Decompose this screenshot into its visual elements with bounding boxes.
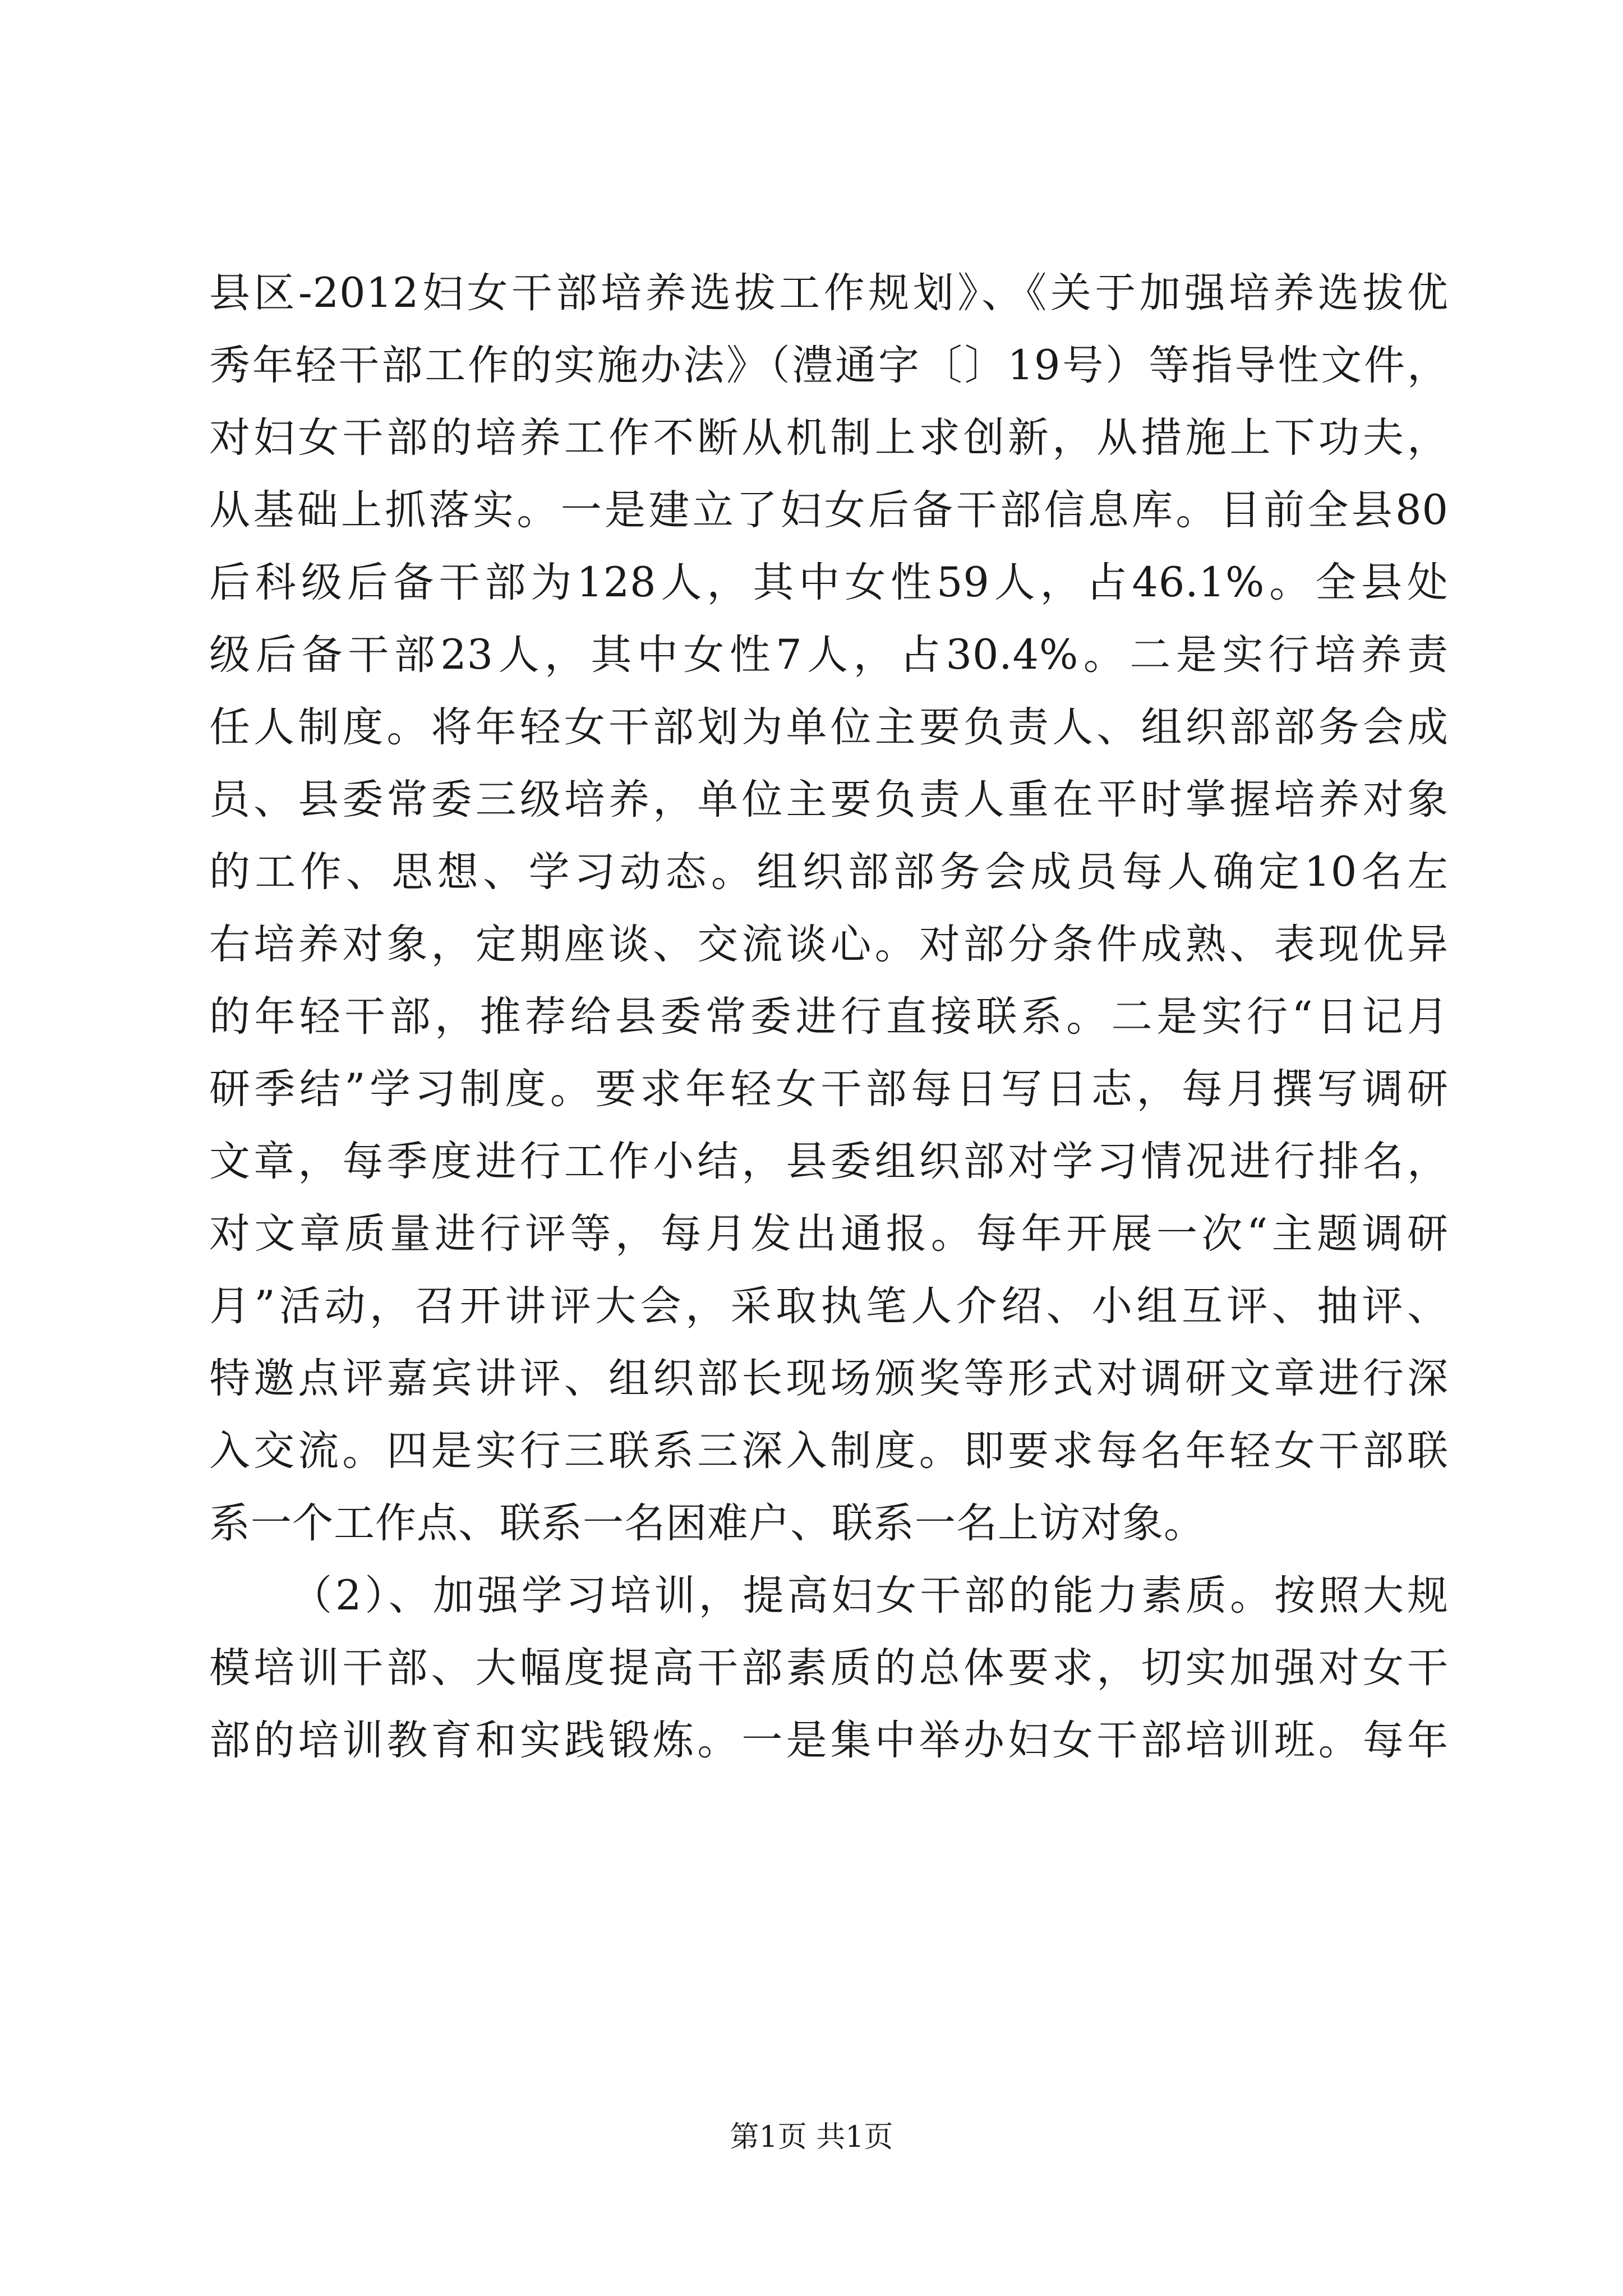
text-line: 入交流。四是实行三联系三深入制度。即要求每名年轻女干部联: [209, 1427, 1449, 1475]
text-line: 从基础上抓落实。一是建立了妇女后备干部信息库。目前全县80: [209, 486, 1449, 534]
text-line: 对妇女干部的培养工作不断从机制上求创新，从措施上下功夫，: [209, 414, 1449, 462]
text-line: 员、县委常委三级培养，单位主要负责人重在平时掌握培养对象: [209, 776, 1449, 823]
text-line: 系一个工作点、联系一名困难户、联系一名上访对象。: [209, 1499, 1205, 1547]
text-line: 对文章质量进行评等，每月发出通报。每年开展一次“主题调研: [209, 1210, 1449, 1258]
text-line: （2）、加强学习培训，提高妇女干部的能力素质。按照大规: [291, 1572, 1449, 1619]
text-line: 模培训干部、大幅度提高干部素质的总体要求，切实加强对女干: [209, 1644, 1449, 1692]
text-line: 县区-2012妇女干部培养选拔工作规划》、《关于加强培养选拔优: [209, 269, 1449, 317]
text-line: 右培养对象，定期座谈、交流谈心。对部分条件成熟、表现优异: [209, 921, 1449, 968]
text-line: 后科级后备干部为128人，其中女性59人，占46.1%。全县处: [209, 559, 1449, 606]
text-line: 部的培训教育和实践锻炼。一是集中举办妇女干部培训班。每年: [209, 1717, 1449, 1764]
body-text: [209, 257, 1449, 1777]
text-line: 级后备干部23人，其中女性7人，占30.4%。二是实行培养责: [209, 631, 1449, 679]
text-line: 的工作、思想、学习动态。组织部部务会成员每人确定10名左: [209, 848, 1449, 896]
text-line: 的年轻干部，推荐给县委常委进行直接联系。二是实行“日记月: [209, 993, 1449, 1041]
text-line: 月”活动，召开讲评大会，采取执笔人介绍、小组互评、抽评、: [209, 1282, 1449, 1330]
text-line: 研季结”学习制度。要求年轻女干部每日写日志，每月撰写调研: [209, 1065, 1449, 1113]
page-footer: 第1页 共1页: [730, 2120, 893, 2154]
text-line: 任人制度。将年轻女干部划为单位主要负责人、组织部部务会成: [209, 703, 1449, 751]
text-line: 秀年轻干部工作的实施办法》（澧通字〔〕19号）等指导性文件，: [209, 342, 1449, 389]
text-line: 特邀点评嘉宾讲评、组织部长现场颁奖等形式对调研文章进行深: [209, 1355, 1449, 1402]
text-line: 文章，每季度进行工作小结，县委组织部对学习情况进行排名，: [209, 1138, 1449, 1185]
